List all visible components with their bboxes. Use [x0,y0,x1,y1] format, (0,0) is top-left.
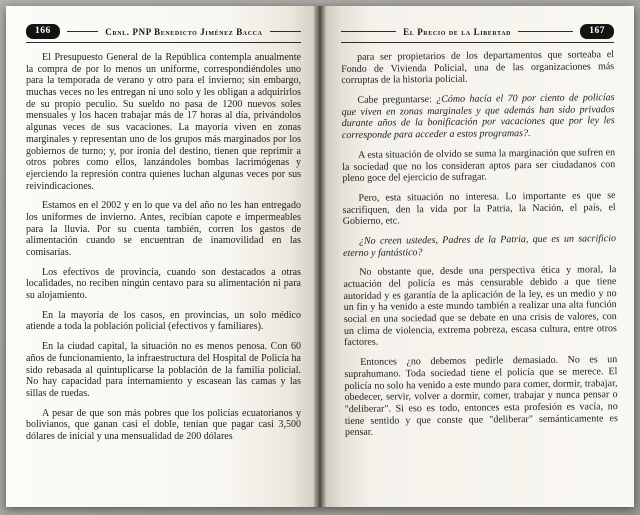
paragraph: A pesar de que son más pobres que los policías ecuatorianos y bolivianos, que ganan casi el doble, tenían que pagar casi 3,500 dólares de inicial y una mensualidad de 200 dólares [26,407,301,442]
right-header-rule [341,42,614,43]
paragraph: ¿No creen ustedes, Padres de la Patria, que es un sacrificio eterno y fantástico? [343,233,617,259]
paragraph: Pero, esta situación no interesa. Lo importante es que se sacrifiquen, den la vida por la Patria, la Nación, el país, el Gobierno, etc. [342,190,616,228]
left-page-number-badge: 166 [26,24,60,40]
paragraph: Entonces ¿no debemos pedirle demasiado. No es un suprahumano. Toda sociedad tiene el policía que se merece. El policía no solo ha venido a este mundo para comer, dormir, trabajar, obedecer, servir, volver a dormir, comer, trabajar y nunca pensar o "deliberar". Si eso es todo, entonces esta profesión es vacía, no tiene sentido y que conste que "deliberar" semánticamente es pensar. [344,354,618,439]
paragraph: para ser propietarios de los departamentos que sorteaba el Fondo de Vivienda Policial, una de las organizaciones más corruptas de la historia policial. [341,49,615,87]
right-page-header [341,24,614,39]
right-page-content [326,6,634,507]
left-page-content [6,6,314,507]
left-header-rule [26,42,301,43]
left-page-header [26,24,301,39]
right-page [326,6,634,507]
left-page [6,6,314,507]
paragraph: En la mayoría de los casos, en provincias, un solo médico atiende a toda la población policial (efectivos y familiares). [26,309,301,333]
paragraph-lead: Cabe preguntarse: [357,94,437,106]
left-running-header: Crnl. PNP Benedicto Jiménez Bacca [67,27,301,37]
paragraph: Cabe preguntarse: ¿Cómo hacía el 70 por ciento de policías que viven en zonas marginales y que además han sido privados durante años de la bonificación por vacaciones que por ley les corresponde para acceder a estos programas?. [341,92,615,142]
book-gutter-shadow [314,6,326,507]
paragraph: En la ciudad capital, la situación no es menos penosa. Con 60 años de funcionamiento, la infraestructura del Hospital de Policía ha sido rebasada al quintuplicarse la población de la familia policial. No hay capacidad para internamiento y escasean las camas y las sillas de ruedas. [26,341,301,399]
right-page-body [341,49,618,439]
paragraph: A esta situación de olvido se suma la marginación que sufren en la sociedad que no los consideran aptos para ser ciudadanos con pleno goce del ejercicio de sufragar. [342,146,616,185]
right-page-number-badge: 167 [580,24,614,40]
paragraph: Estamos en el 2002 y en lo que va del año no les han entregado los uniformes de invierno. Antes, recibían capote e impermeables para la lluvia. Por su cuenta también, corren los gastos de alimentación cuando se encuentran de inamovilidad en las comisarías. [26,200,301,258]
book-spread [6,6,634,507]
left-page-body [26,52,301,443]
right-running-header: El Precio de la Libertad [341,27,573,37]
paragraph: No obstante que, desde una perspectiva ética y moral, la actuación del policía es más censurable debido a que tiene autoridad y es garantía de la aplicación de la ley, es un medio y no un fin y ha venido a este mundo también a realizar una alta función social en una sociedad que se debate en una crisis de valores, con un clima de violencia, extrema pobreza, escasa cultura, entre otros factores. [343,264,617,349]
paragraph: Los efectivos de provincia, cuando son destacados a otras localidades, no reciben ningún centavo para su alimentación ni para su alojamiento. [26,266,301,302]
paragraph: El Presupuesto General de la República contempla anualmente la compra de por lo menos un uniforme, correspondiéndoles uno para la temporada de verano y otro para el invierno; sin embargo, muchas veces no les entregan ni uno solo y les obligan a adquirirlos de su propio peculio. Su sueldo no pasa de 1200 nuevos soles mensuales y los hacen trabajar más de 17 horas al día, privándolos algunas veces de sus vacaciones. La mayoría viven en zonas marginales y representan uno de los grupos más marginados por los gobiernos de turno; y, por ironía del destino, tienen que reprimir a otros pobres como ellos, lanzándoles bombas lacrimógenas y ejerciendo la represión contra quienes luchan algunas veces por sus reivindicaciones. [26,52,301,192]
